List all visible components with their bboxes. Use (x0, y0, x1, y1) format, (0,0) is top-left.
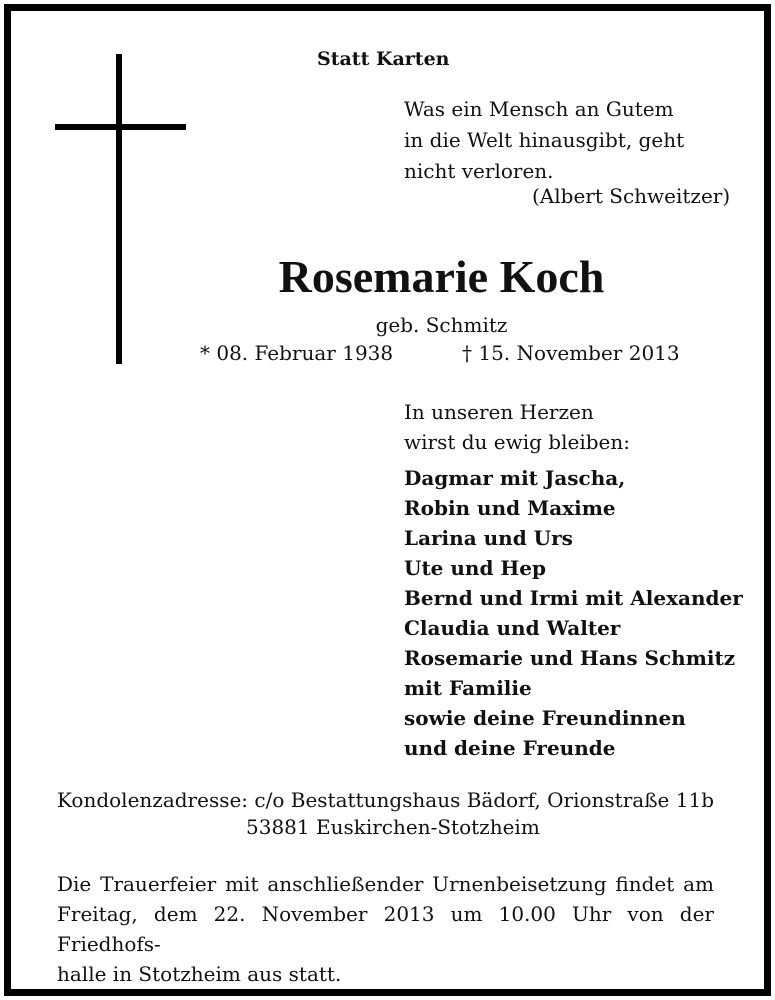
quote-line: in die Welt hinausgibt, geht (404, 128, 685, 152)
ceremony-line: Die Trauerfeier mit anschließender Urnenbeisetzung findet am (57, 872, 714, 896)
ceremony-line: halle in Stotzheim aus statt. (57, 962, 342, 986)
mourner-line: Robin und Maxime (404, 496, 616, 520)
mourner-line: Dagmar mit Jascha, (404, 466, 626, 490)
deceased-name: Rosemarie Koch (278, 251, 605, 302)
remembrance-message (404, 397, 630, 457)
mourner-line: und deine Freunde (404, 736, 616, 760)
statt-karten-heading: Statt Karten (317, 48, 450, 70)
mourner-line: Bernd und Irmi mit Alexander (404, 586, 743, 610)
mourners-list (404, 463, 743, 763)
mourner-line: Larina und Urs (404, 526, 573, 550)
death-date: † 15. November 2013 (462, 341, 680, 365)
message-line: wirst du ewig bleiben: (404, 430, 630, 454)
birth-date: * 08. Februar 1938 (200, 341, 394, 365)
ceremony-notice (57, 869, 714, 989)
mourner-line: mit Familie (404, 676, 532, 700)
mourner-line: Ute und Hep (404, 556, 547, 580)
quote-line: nicht verloren. (404, 159, 554, 183)
message-line: In unseren Herzen (404, 400, 594, 424)
condolence-address: Kondolenzadresse: c/o Bestattungshaus Bädorf, Orionstraße 11b (57, 788, 715, 812)
condolence-city: 53881 Euskirchen-Stotzheim (246, 815, 540, 839)
mourner-line: Rosemarie und Hans Schmitz (404, 646, 736, 670)
quote-line: Was ein Mensch an Gutem (404, 97, 674, 121)
quote-author: (Albert Schweitzer) (532, 184, 731, 208)
quote (404, 94, 684, 187)
ceremony-line: Freitag, dem 22. November 2013 um 10.00 Uhr von der Friedhofs- (57, 902, 714, 956)
mourner-line: Claudia und Walter (404, 616, 621, 640)
birth-name: geb. Schmitz (375, 313, 508, 337)
mourner-line: sowie deine Freundinnen (404, 706, 686, 730)
cross-horizontal-bar (55, 124, 186, 130)
